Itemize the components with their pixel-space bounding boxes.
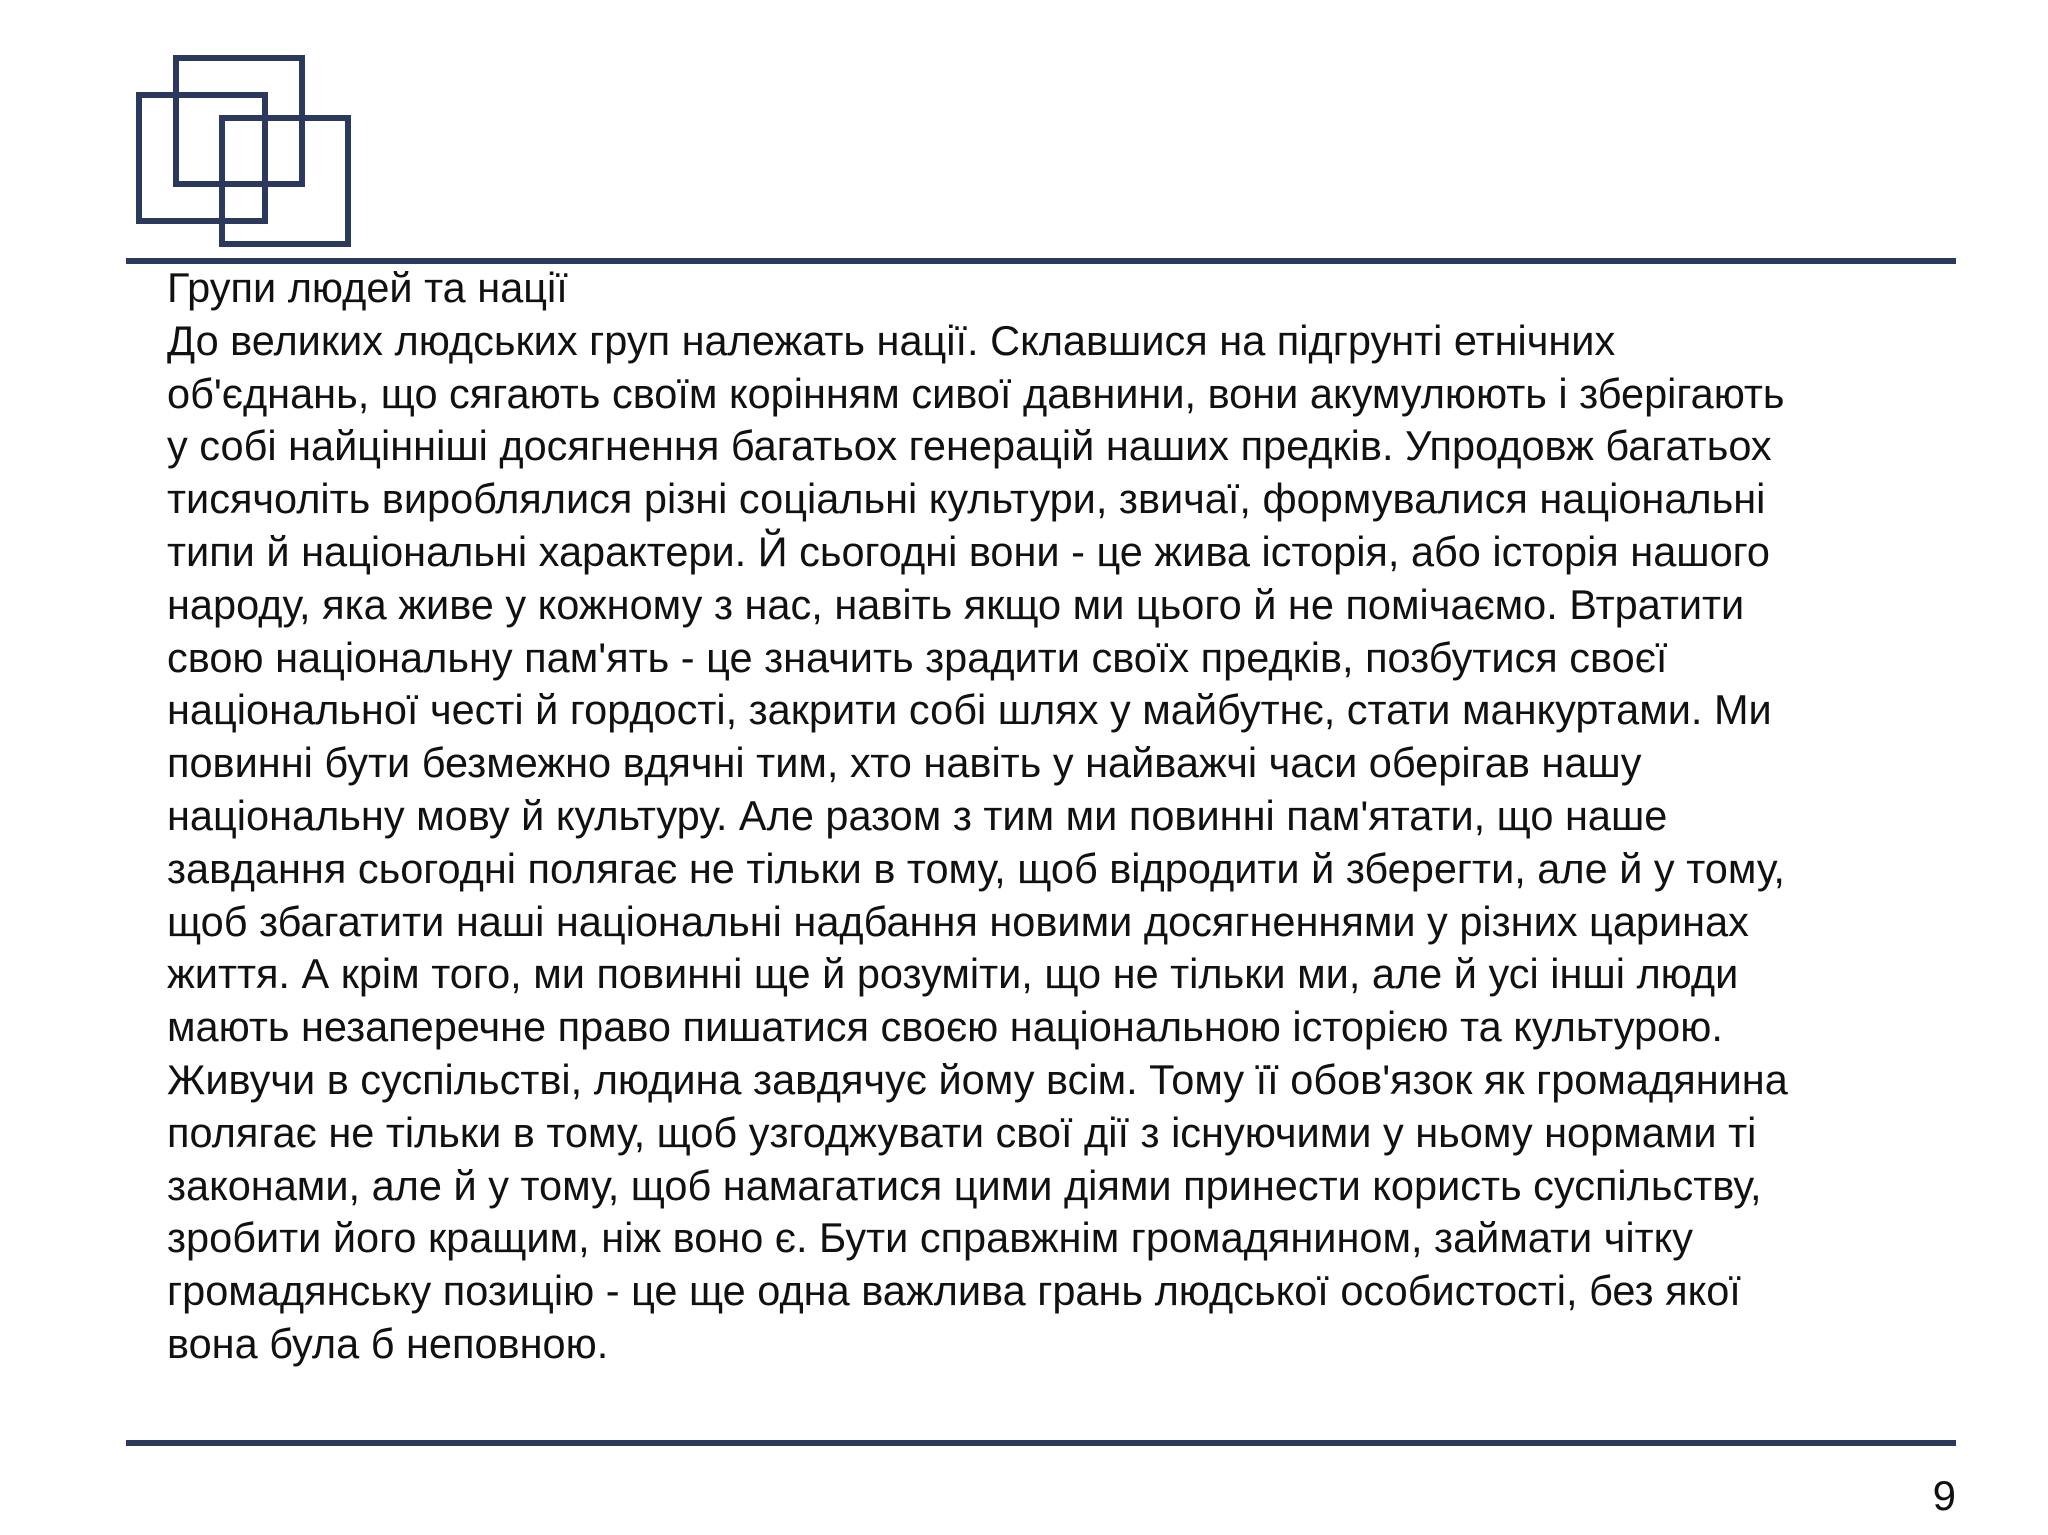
body-line: національну мову й культуру. Але разом з тим ми повинні пам'ятати, що наше — [167, 791, 1668, 839]
body-line: мають незаперечне право пишатися своєю національною історією та культурою. — [167, 1003, 1723, 1051]
body-line: у собі найцінніші досягнення багатьох генерацій наших предків. Упродовж багатьох — [167, 422, 1772, 470]
body-line: свою національну пам'ять - це значить зрадити своїх предків, позбутися своєї — [167, 633, 1668, 681]
body-line: громадянську позицію - це ще одна важлива грань людської особистості, без якої — [167, 1267, 1741, 1315]
body-line: вона була б неповною. — [167, 1319, 609, 1367]
body-line: щоб збагатити наші національні надбання новими досягненнями у різних царинах — [167, 897, 1749, 945]
bottom-divider — [126, 1440, 1956, 1446]
page-number: 9 — [1932, 1472, 1956, 1519]
body-line: народу, яка живе у кожному з нас, навіть якщо ми цього й не помічаємо. Втратити — [167, 580, 1745, 628]
body-line: полягає не тільки в тому, щоб узгоджувати свої дії з існуючими у ньому нормами ті — [167, 1108, 1757, 1156]
slide-content — [167, 262, 2007, 1371]
body-line: повинні бути безмежно вдячні тим, хто навіть у найважчі часи оберігав нашу — [167, 739, 1642, 787]
slide-title: Групи людей та нації — [167, 264, 568, 311]
overlapping-squares-logo-icon — [136, 55, 354, 247]
body-line: законами, але й у тому, щоб намагатися цими діями принести користь суспільству, — [167, 1161, 1762, 1209]
body-line: тисячоліть вироблялися різні соціальні культури, звичаї, формувалися національні — [167, 475, 1766, 523]
body-line: Живучи в суспільстві, людина завдячує йому всім. Тому її обов'язок як громадянина — [167, 1055, 1788, 1103]
body-line: життя. А крім того, ми повинні ще й розуміти, що не тільки ми, але й усі інші люди — [167, 950, 1739, 998]
body-line: національної честі й гордості, закрити собі шлях у майбутнє, стати манкуртами. Ми — [167, 686, 1772, 734]
body-line: До великих людських груп належать нації. Склавшися на підгрунті етнічних — [167, 316, 1616, 364]
body-line: завдання сьогодні полягає не тільки в тому, щоб відродити й зберегти, але й у тому, — [167, 844, 1785, 892]
body-line: зробити його кращим, ніж воно є. Бути справжнім громадянином, займати чітку — [167, 1214, 1693, 1262]
body-line: об'єднань, що сягають своїм корінням сивої давнини, вони акумулюють і зберігають — [167, 369, 1785, 417]
body-line: типи й національні характери. Й сьогодні вони - це жива історія, або історія нашого — [167, 527, 1770, 575]
